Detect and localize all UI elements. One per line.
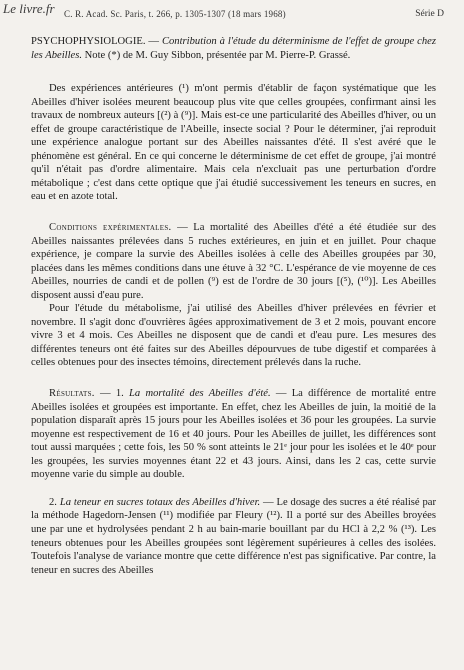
series-label: Série D bbox=[415, 9, 444, 19]
results-sub2-number: 2. bbox=[49, 496, 60, 508]
title-authors: Note (*) de M. Guy Sibbon, présentée par M. Pierre-P. Grassé. bbox=[82, 49, 351, 61]
results-sub1-title: La mortalité des Abeilles d'été. bbox=[129, 388, 271, 400]
results-sub2-title: La teneur en sucres totaux des Abeilles d'hiver. bbox=[59, 496, 261, 508]
results-dash: — bbox=[94, 388, 116, 400]
title-subject: Contribution à l'étude du déterminisme de l'effet de groupe chez les Abeilles. bbox=[31, 36, 436, 61]
conditions-heading: Conditions expérimentales. bbox=[49, 222, 172, 234]
results-sub1-text: — La différence de mortalité entre Abeilles isolées et groupées est importante. En effet, chez les Abeilles de juin, la moitié de la population disparaît après 15 jours pour les Abeilles isolées et 36 pour les groupées. La survie moyenne est respectivement de 16 et 40 jours. Pour les Abeilles de juillet, les différences sont tout aussi marquées ; cette fois, les 50 % sont atteints le 21ᵉ jour pour les isolées et le 40ᵉ pour les groupées, les survies moyennes étant 22 et 43 jours. Ainsi, dans les 2 cas, cette survie moyenne varie du simple au double. bbox=[31, 388, 436, 481]
results-paragraph-1 bbox=[31, 387, 436, 482]
article-body bbox=[31, 35, 436, 577]
results-sub1-number: 1. bbox=[115, 388, 130, 400]
intro-paragraph: Des expériences antérieures (¹) m'ont permis d'établir de façon systématique que les Abeilles d'hiver isolées meurent beaucoup plus vite que celles groupées, confirmant ainsi les travaux de nombreux auteurs [(²) à (⁹)]. Mais est-ce une particularité des Abeilles d'hiver, ou un effet de groupe caractéristique de l'Abeille, insecte social ? Pour le déterminer, j'ai reproduit une expérience analogue portant sur des Abeilles naissantes d'été. Il s'est avéré que le phénomène est général. En ce qui concerne le déterminisme de cet effet de groupe, j'ai montré qu'il n'était pas d'ordre alimentaire. Mais cela n'excluait pas une perturbation d'ordre métabolique ; c'est dans cette optique que j'ai étudié successivement les teneurs en sucres, en eau et en azote total. bbox=[31, 83, 436, 203]
results-sub2-text: — Le dosage des sucres a été réalisé par la méthode Hagedorn-Jensen (¹¹) modifiée par Fleury (¹²). Il a porté sur des Abeilles broyées une par une et hydrolysées pendant 2 h au bain-marie bouillant par du HCl à 2,2 % (¹³). Les teneurs obtenues pour les Abeilles groupées sont légèrement supérieures à celles des isolées. Toutefois l'analyse de variance montre que cette différence n'est pas significative. Par contre, la teneur en sucres des Abeilles bbox=[31, 496, 437, 576]
journal-reference: C. R. Acad. Sc. Paris, t. 266, p. 1305-1307 (18 mars 1968) bbox=[64, 9, 286, 19]
title-dash: — bbox=[145, 36, 162, 47]
conditions-paragraph-2: Pour l'étude du métabolisme, j'ai utilisé des Abeilles d'hiver prélevées en février et novembre. Il s'agit donc d'ouvrières âgées approximativement de 3 et 2 mois, pouvant encore vivre 3 et 4 mois. Ces Abeilles ne disposent que de candi et d'eau pure. Les mesures des différentes teneurs ont été faites sur des Abeilles dépourvues de tube digestif et comparées à celles obtenues pour des insectes témoins, directement prélevés dans la ruche. bbox=[31, 303, 436, 369]
field-name: PSYCHOPHYSIOLOGIE. bbox=[31, 36, 146, 47]
conditions-text-1: La mortalité des Abeilles d'été a été étudiée sur des Abeilles naissantes prélevées dans 5 ruches extérieures, en juin et en juillet. Pour chaque expérience, je compare la survie des Abeilles isolées à celle des Abeilles groupées par 30, placées dans les mêmes conditions dans une étuve à 32 °C. L'espérance de vie moyenne de ces Abeilles, nourries de candi et de pollen (⁹) est de l'ordre de 30 jours [(⁵), (¹⁰)]. Les Abeilles disposent aussi d'eau pure. bbox=[31, 222, 437, 301]
conditions-paragraph-1 bbox=[31, 221, 436, 302]
article-title bbox=[31, 35, 436, 62]
watermark-logo: Le livre.fr bbox=[3, 1, 55, 16]
results-paragraph-2 bbox=[31, 496, 436, 577]
results-heading: Résultats. bbox=[49, 388, 95, 400]
conditions-dash: — bbox=[171, 222, 194, 234]
